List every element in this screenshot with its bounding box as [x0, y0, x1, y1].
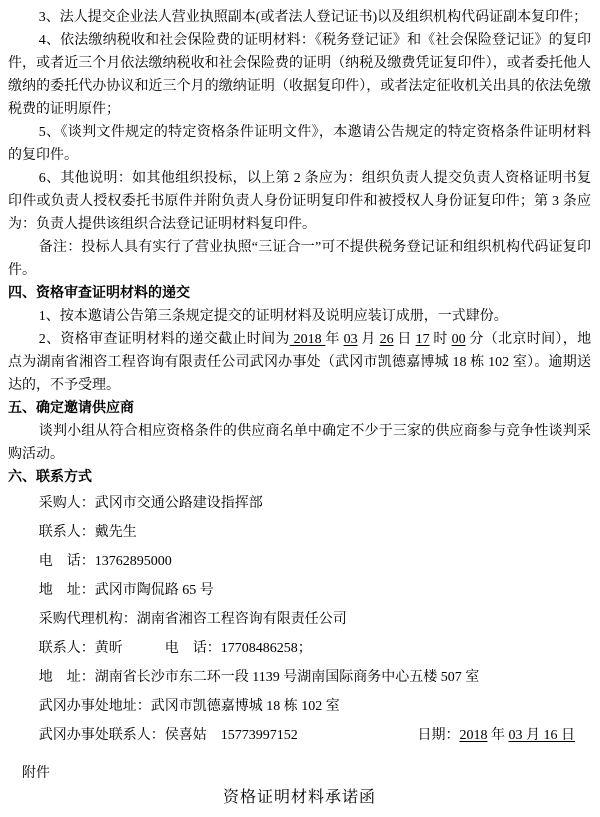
clause-note: 备注：投标人具有实行了营业执照“三证合一”可不提供税务登记证和组织机构代码证复印件。	[8, 240, 591, 278]
deadline-text-tail: 分（北京时间），地点为湖南省湘咨工程咨询有限责任公司武冈办事处（武冈市凯德嘉博城 18 栋 102 室）。逾期送达的，不予受理。	[8, 332, 592, 393]
office-address-line: 武冈办事处地址：武冈市凯德嘉博城 18 栋 102 室	[38, 699, 340, 714]
clause-5: 5、《谈判文件规定的特定资格条件证明文件》，本邀请公告规定的特定资格条件证明材料的复印件。	[8, 125, 591, 163]
deadline-hour-field: 17	[415, 332, 430, 347]
section-heading-5: 五、确定邀请供应商	[8, 401, 134, 416]
attachment-label: 附件	[22, 766, 50, 781]
date-year-unit: 年	[487, 728, 509, 743]
deadline-day-unit: 日	[393, 332, 416, 347]
deadline-month-unit: 月	[357, 332, 380, 347]
clause-4: 4、依法缴纳税收和社会保险费的证明材料：《税务登记证》和《社会保险登记证》的复印件，或者近三个月依法缴纳税收和社会保险费的证明（纳税及缴费凭证复印件），或者委托他人缴纳的委托代办协议和近三个月的缴纳证明（收据复印件），或者法定征收机关出具的依法免缴税费的证明原件；	[8, 33, 591, 117]
purchaser-address-line: 地 址：武冈市陶侃路 65 号	[38, 583, 214, 598]
office-contact: 武冈办事处联系人：侯喜姑 15773997152	[38, 728, 298, 743]
agency-address-line: 地 址：湖南省长沙市东二环一段 1139 号湖南国际商务中心五楼 507 室	[38, 670, 480, 685]
deadline-month-field: 03	[343, 332, 358, 347]
date-label: 日期：	[417, 728, 460, 743]
attachment-title: 资格证明材料承诺函	[222, 789, 376, 806]
deadline-year-unit: 年	[325, 332, 344, 347]
date-monthday-underlined: 03 月 16 日	[508, 728, 575, 743]
section-heading-4: 四、资格审查证明材料的递交	[8, 286, 190, 301]
date-year-underlined: 2018	[459, 728, 488, 743]
deadline-year-field: 2018	[289, 332, 326, 347]
purchaser-line: 采购人：武冈市交通公路建设指挥部	[38, 496, 263, 511]
contact-block	[8, 489, 591, 750]
deadline-text-lead: 2、资格审查证明材料的递交截止时间为	[38, 332, 290, 347]
section4-item-1: 1、按本邀请公告第三条规定提交的证明材料及说明应装订成册，一式肆份。	[38, 309, 508, 324]
agency-contact-phone-line: 联系人：黄昕 电 话：17708486258；	[38, 641, 312, 656]
clause-6: 6、其他说明：如其他组织投标，以上第 2 条应为：组织负责人提交负责人资格证明书复印件或负责人授权委托书原件并附负责人身份证明复印件和被授权人身份证复印件；第 3 条应为：负责人提供该组织合法登记证明材料复印件。	[8, 171, 591, 232]
purchaser-phone-line: 电 话：13762895000	[38, 554, 172, 569]
section4-item-2	[8, 328, 591, 397]
deadline-minute-field: 00	[451, 332, 466, 347]
agency-line: 采购代理机构：湖南省湘咨工程咨询有限责任公司	[38, 612, 347, 627]
section5-body: 谈判小组从符合相应资格条件的供应商名单中确定不少于三家的供应商参与竞争性谈判采购活动。	[8, 424, 591, 462]
deadline-day-field: 26	[379, 332, 394, 347]
section-heading-6: 六、联系方式	[8, 470, 92, 485]
office-contact-and-date-line	[8, 721, 591, 750]
date-field	[418, 721, 576, 750]
deadline-hour-unit: 时	[429, 332, 452, 347]
purchaser-contact-line: 联系人：戴先生	[38, 525, 137, 540]
clause-3: 3、法人提交企业法人营业执照副本(或者法人登记证书)以及组织机构代码证副本复印件；	[38, 10, 588, 25]
